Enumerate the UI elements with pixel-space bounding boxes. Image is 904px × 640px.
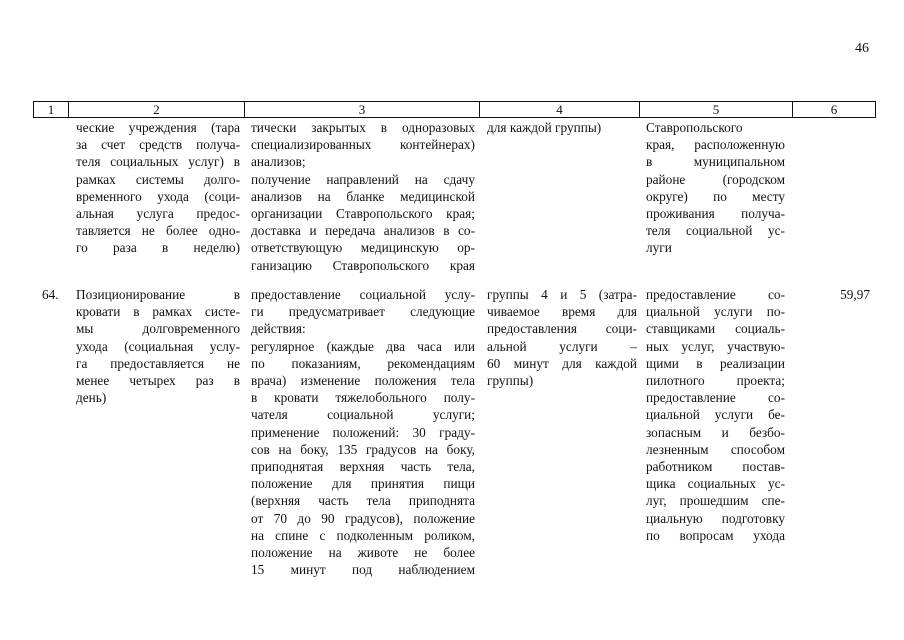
column-header-6: 6 xyxy=(830,102,838,117)
row64-time-norm: группы 4 и 5 (затра- чиваемое время для предоставления соци- альной услуги – 60 минут для каждой группы) xyxy=(487,287,637,389)
row64-conditions: предоставление со- циальной услуги по- ставщиками социаль- ных услуг, участвую- щими в реализации пилотного проекта; предоставление со- циальной услуги бе- зопасным и безбо- лезненным способом работником постав- щика социальных ус- луг, прошедшим спе- циальную подготовку по вопросам ухода xyxy=(646,287,785,543)
column-header-1: 1 xyxy=(34,102,69,117)
cont-col4-text: для каждой группы) xyxy=(487,120,602,135)
column-header-4: 4 xyxy=(480,102,640,117)
column-header-5: 5 xyxy=(640,102,793,117)
row64-tariff: 59,97 xyxy=(840,287,870,302)
row64-service-name: Позиционирование в кровати в рамках систе- мы долговременного ухода (социальная услу- га предоставляется не менее четырех раз в день) xyxy=(76,287,240,406)
row64-number: 64. xyxy=(42,287,59,302)
column-header-3: 3 xyxy=(245,102,480,117)
cont-col5-text: Ставропольского края, расположенную в муниципальном районе (городском округе) по месту проживания получа- теля социальной ус- луги xyxy=(646,120,785,256)
table-header-row xyxy=(33,101,876,118)
cont-col3-text: тически закрытых в одноразовых специализированных контейнерах) анализов; получение направлений на сдачу анализов на бланке медицинской организации Ставропольского края; доставка и передача анализов в со- ответствующую медицинскую ор- ганизацию Ставропольского края xyxy=(251,120,475,273)
page-number: 46 xyxy=(855,41,869,56)
row64-service-description: предоставление социальной услу- ги предусматривает следующие действия: регулярное (каждые два часа или по показаниям, рекомендациям врача) изменение положения тела в кровати тяжелобольного полу- чателя социальной услуги; применение положений: 30 граду- сов на боку, 135 градусов на боку, приподнятая верхняя часть тела, положение для принятия пищи (верхняя часть тела приподнята от 70 до 90 градусов), положение на спине с подколенным роликом, положение на животе не более 15 минут под наблюдением xyxy=(251,287,475,578)
cont-col2-text: ческие учреждения (тара за счет средств получа- теля социальных услуг) в рамках системы долго- временного ухода (соци- альная услуга предос- тавляется не более одно- го раза в неделю) xyxy=(76,120,240,256)
column-header-2: 2 xyxy=(69,102,245,117)
